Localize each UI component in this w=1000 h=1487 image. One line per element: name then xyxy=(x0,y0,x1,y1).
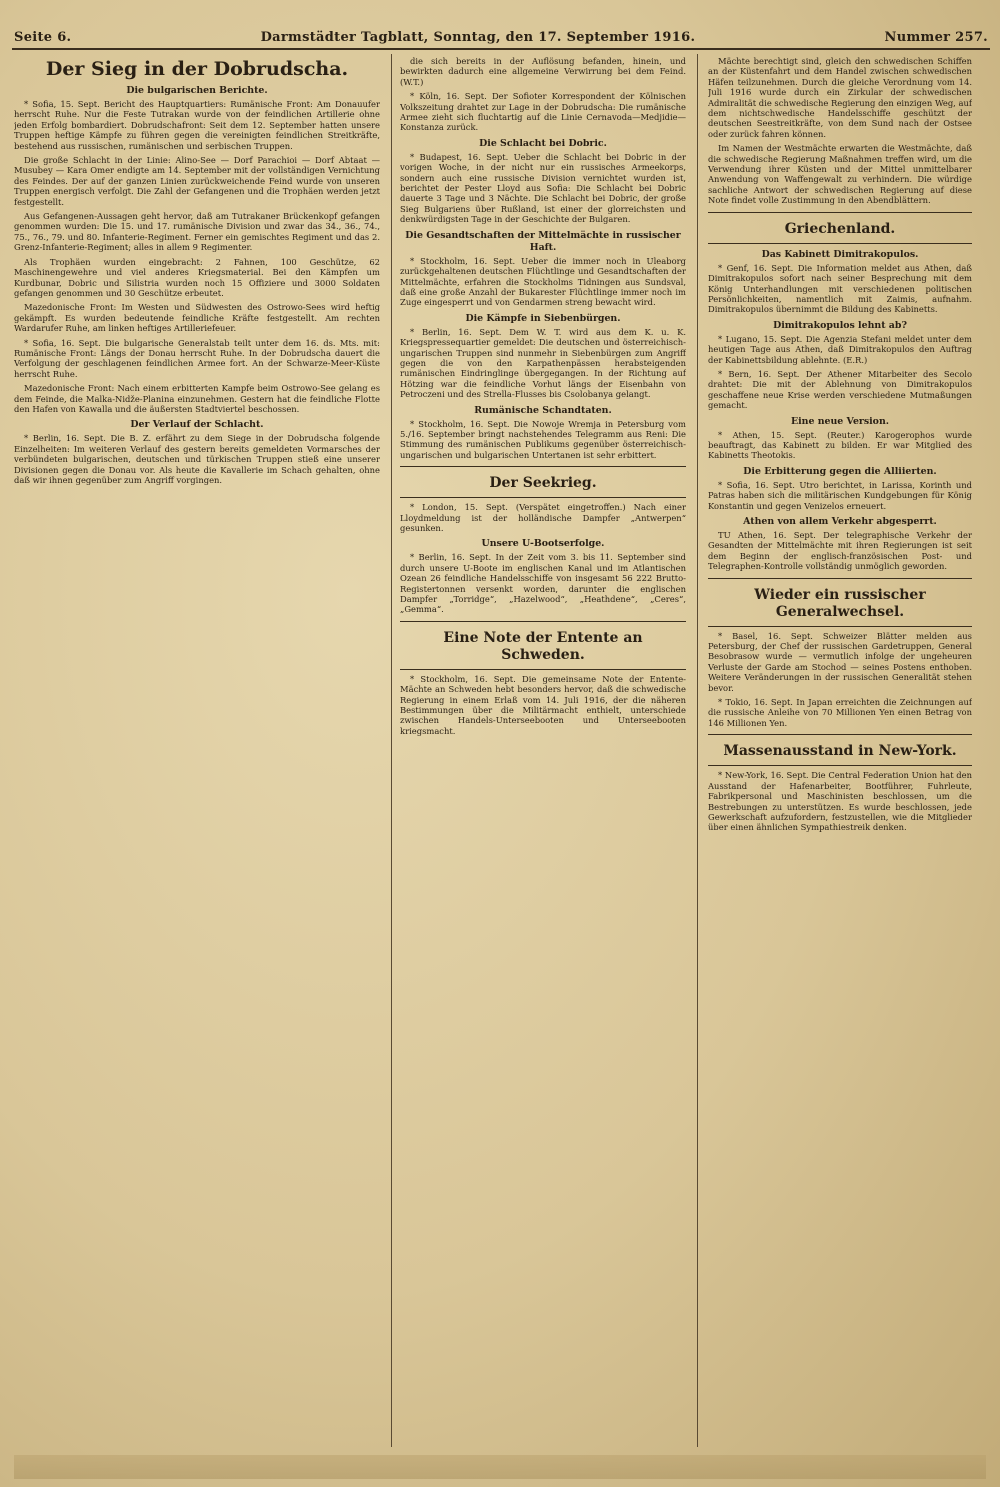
subheading: Die Kämpfe in Siebenbürgen. xyxy=(465,312,621,324)
subheading: Die Gesandtschaften der Mittelmächte in russischer Haft. xyxy=(405,229,681,253)
masthead-rule xyxy=(12,48,990,50)
paragraph: * Bern, 16. Sept. Der Athener Mitarbeiter des Secolo drahtet: Die mit der Ablehnung von Dimitrakopulos geschaffene neue Krise werden verschiedene Mutmaßungen gemacht. xyxy=(708,368,972,411)
subheading: Die Schlacht bei Dobric. xyxy=(479,137,607,149)
paragraph: * Sofia, 16. Sept. Utro berichtet, in Larissa, Korinth und Patras haben sich die militärischen Kundgebungen für König Konstantin und gegen Venizelos erneuert. xyxy=(708,479,972,511)
paragraph: * Berlin, 16. Sept. Die B. Z. erfährt zu dem Siege in der Dobrudscha folgende Einzelheiten: Im weiteren Verlauf des gestern bereits gemeldeten Vormarsches der verbündeten bulgarischen, deutschen und türkischen Truppen stieß eine unserer Divisionen gegen die Donau vor. Als heute die Kavallerie im Schach gehalten, ohne daß wir ihnen gegenüber zum Angriff vorgingen. xyxy=(14,433,380,485)
paragraph: Die große Schlacht in der Linie: Alino-See — Dorf Parachioi — Dorf Abtaat — Musubey — Kara Omer endigte am 14. September mit der vollständigen Vernichtung des Feindes. Der auf der ganzen Linien zurückweichende Feind wurde von unseren Truppen energisch verfolgt. Die Zahl der Gefangenen und die Trophäen werden jetzt festgestellt. xyxy=(14,155,380,207)
section-heading: Eine Note der Entente an Schweden. xyxy=(443,629,643,663)
section-rule xyxy=(708,578,972,627)
column-1 xyxy=(14,56,380,1447)
subheading: Athen von allem Verkehr abgesperrt. xyxy=(743,516,937,527)
paragraph: * Basel, 16. Sept. Schweizer Blätter melden aus Petersburg, der Chef der russischen Gardetruppen, General Besobrasow wurde — vermutlich infolge der ungeheuren Verluste der Garde am Stochod — seines Postens enthoben. Weitere Veränderungen in der russischen Generalität stehen bevor. xyxy=(708,630,972,693)
paragraph: * New-York, 16. Sept. Die Central Federation Union hat den Ausstand der Hafenarbeiter, Bootführer, Fuhrleute, Fabrikpersonal und Maschinisten beschlossen, um die Bestrebungen zu unterstützen. Es wurde beschlossen, jede Gewerkschaft aufzufordern, festzustellen, wie die Mitglieder über einen ähnlichen Sympathiestreik denken. xyxy=(708,770,972,833)
section-heading: Massenausstand in New-York. xyxy=(723,743,957,760)
section-rule xyxy=(400,466,686,498)
column-divider xyxy=(391,54,392,1447)
paragraph: * Stockholm, 16. Sept. Die gemeinsame Note der Entente-Mächte an Schweden hebt besonders hervor, daß die schwedische Regierung in einem Erlaß vom 14. Juli 1916, der die näheren Bestimmungen über die Militärmacht enthielt, unterschiede zwischen Handels-Unterseebooten und Unterseebooten kriegsmacht. xyxy=(400,673,686,736)
paragraph: * Sofia, 15. Sept. Bericht des Hauptquartiers: Rumänische Front: Am Donauufer herrscht Ruhe. Nur die Feste Tutrakan wurde von der feindlichen Artillerie ohne jeden Erfolg bombardiert. Dobrudschafront: Seit dem 12. September hatten unsere Truppen heftige Kämpfe zu führen gegen die vereinigten feindlichen Streitkräfte, bestehend aus russischen, rumänischen und serbischen Truppen. xyxy=(14,99,380,151)
issue-number: Nummer 257. xyxy=(884,29,988,45)
column-divider xyxy=(697,54,698,1447)
paragraph: * Berlin, 16. Sept. Dem W. T. wird aus dem K. u. K. Kriegspressequartier gemeldet: Die deutschen und österreichisch-ungarischen Truppen sind nunmehr in Siebenbürgen zum Angriff gegen die von den Karpathenpässen herabsteigenden rumänischen Eindringlinge übergegangen. In der Richtung auf Hötzing war die feindliche Vorhut längs der Eisenbahn von Petroczeni und des Strella-Flusses bis Csolobanya gelangt. xyxy=(400,326,686,400)
subheading: Unsere U-Bootserfolge. xyxy=(481,538,605,550)
section-rule xyxy=(708,212,972,244)
column-3 xyxy=(708,56,972,1447)
paragraph: * Athen, 15. Sept. (Reuter.) Karogerophos wurde beauftragt, das Kabinett zu bilden. Er war Mitglied des Kabinetts Theotokis. xyxy=(708,429,972,461)
paragraph: * Stockholm, 16. Sept. Die Nowoje Wremja in Petersburg vom 5./16. September bringt nachstehendes Telegramm aus Reni: Die Stimmung des rumänischen Publikums gegenüber österreichisch-ungarischen und bulgarischen Untertanen ist sehr erbittert. xyxy=(400,418,686,460)
page-label: Seite 6. xyxy=(14,29,72,45)
paragraph: * Tokio, 16. Sept. In Japan erreichten die Zeichnungen auf die russische Anleihe von 70 Millionen Yen einen Betrag von 146 Millionen Yen. xyxy=(708,697,972,728)
paragraph: * Lugano, 15. Sept. Die Agenzia Stefani meldet unter dem heutigen Tage aus Athen, daß Dimitrakopulos den Auftrag der Kabinettsbildung ablehnte. (E.R.) xyxy=(708,333,972,365)
paragraph: TU Athen, 16. Sept. Der telegraphische Verkehr der Gesandten der Mittelmächte mit ihren Regierungen ist seit dem Beginn der englisch-französischen Post- und Telegraphen-Kontrolle vollständig unmöglich geworden. xyxy=(708,530,972,572)
headline: Der Sieg in der Dobrudscha. xyxy=(45,58,349,80)
paragraph: * Budapest, 16. Sept. Ueber die Schlacht bei Dobric in der vorigen Woche, in der nicht nur ein russisches Armeekorps, sondern auch eine russische Division vernichtet wurden ist, berichtet der Pester Lloyd aus Sofia: Die Schlacht bei Dobric dauerte 3 Tage und 3 Nächte. Die Schlacht bei Dobric, der große Sieg Bulgariens über Rußland, ist einer der glorreichsten und denkwürdigsten Tage in der Geschichte der Bulgaren. xyxy=(400,151,686,225)
section-heading: Wieder ein russischer Generalwechsel. xyxy=(754,586,926,620)
page-bottom-edge xyxy=(14,1455,986,1479)
paragraph: * Sofia, 16. Sept. Die bulgarische Generalstab teilt unter dem 16. ds. Mts. mit: Rumänische Front: Längs der Donau herrscht Ruhe. In der Dobrudscha dauert die Verfolgung der geschlagenen feindlichen Armee fort. An der Schwarze-Meer-Küste herrscht Ruhe. xyxy=(14,337,380,379)
paragraph: Aus Gefangenen-Aussagen geht hervor, daß am Tutrakaner Brückenkopf gefangen genommen wurden: Die 15. und 17. rumänische Division und zwar das 34., 36., 74., 75., 76., 79. und 80. Infanterie-Regiment. Ferner ein gemischtes Regiment und das 2. Grenz-Infanterie-Regiment; alles in allem 9 Regimenter. xyxy=(14,211,380,253)
subheading: Eine neue Version. xyxy=(790,415,890,427)
column-2 xyxy=(400,56,686,1447)
masthead xyxy=(14,28,988,46)
paragraph: die sich bereits in der Auflösung befanden, hinein, und bewirkten dadurch eine allgemeine Verwirrung bei dem Feind. (W.T.) xyxy=(400,56,686,87)
section-rule xyxy=(400,621,686,670)
subheading: Die Erbitterung gegen die Alliierten. xyxy=(743,465,937,477)
paragraph: * Berlin, 16. Sept. In der Zeit vom 3. bis 11. September sind durch unsere U-Boote im englischen Kanal und im Atlantischen Ozean 26 feindliche Handelsschiffe von insgesamt 56 222 Brutto-Registertonnen versenkt worden, darunter die englischen Dampfer „Torridge“, „Hazelwood“, „Heathdene“, „Ceres“, „Gemma“. xyxy=(400,552,686,615)
paragraph: * Köln, 16. Sept. Der Sofioter Korrespondent der Kölnischen Volkszeitung drahtet zur Lage in der Dobrudscha: Die rumänische Armee zieht sich fluchtartig auf die Linie Cernavoda—Medjidie—Konstanza zurück. xyxy=(400,91,686,133)
paragraph: Mazedonische Front: Im Westen und Südwesten des Ostrowo-Sees wird heftig gekämpft. Es wurden bedeutende feindliche Kräfte festgestellt. Am rechten Wardarufer Ruhe, am linken heftiges Artilleriefeuer. xyxy=(14,302,380,334)
paper-title: Darmstädter Tagblatt, Sonntag, den 17. September 1916. xyxy=(260,29,696,45)
subheading: Rumänische Schandtaten. xyxy=(474,404,612,416)
subheading: Die bulgarischen Berichte. xyxy=(126,85,268,96)
section-heading: Der Seekrieg. xyxy=(489,475,597,492)
paragraph: * Genf, 16. Sept. Die Information meldet aus Athen, daß Dimitrakopulos sofort nach seiner Besprechung mit dem König Unterhandlungen mit verschiedenen politischen Persönlichkeiten, namentlich mit Zaimis, aufnahm. Dimitrakopulos übernimmt die Bildung des Kabinetts. xyxy=(708,262,972,315)
paragraph: * London, 15. Sept. (Verspätet eingetroffen.) Nach einer Lloydmeldung ist der holländische Dampfer „Antwerpen“ gesunken. xyxy=(400,502,686,533)
paragraph: * Stockholm, 16. Sept. Ueber die immer noch in Uleaborg zurückgehaltenen deutschen Flüchtlinge und Gesandtschaften der Mittelmächte, erfahren die Stockholms Tidningen aus Sundsval, daß eine große Anzahl der Bukarester Flüchtlinge immer noch im Zuge eingesperrt und von Gendarmen streng bewacht wird. xyxy=(400,255,686,308)
paragraph: Mazedonische Front: Nach einem erbitterten Kampfe beim Ostrowo-See gelang es dem Feinde, die Malka-Nidže-Planina einzunehmen. Gestern hat die feindliche Flotte den Hafen von Kawalla und die äußersten Stadtviertel beschossen. xyxy=(14,383,380,414)
paragraph: Im Namen der Westmächte erwarten die Westmächte, daß die schwedische Regierung Maßnahmen treffen wird, um die Verwendung ihrer Küsten und der Mittel unmittelbarer Anwendung von Waffengewalt zu verhindern. Die würdige sachliche Antwort der schwedischen Regierung auf diese Note findet volle Zustimmung in den Abendblättern. xyxy=(708,143,972,206)
subheading: Dimitrakopulos lehnt ab? xyxy=(773,319,907,331)
paragraph: Als Trophäen wurden eingebracht: 2 Fahnen, 100 Geschütze, 62 Maschinengewehre und viel anderes Kriegsmaterial. Bei den Kämpfen um Kurdbunar, Dobric und Silistria wurden noch 15 Offiziere und 3000 Soldaten gefangen genommen und 30 Geschütze erbeutet. xyxy=(14,256,380,298)
subheading: Der Verlauf der Schlacht. xyxy=(130,419,264,431)
section-rule xyxy=(708,734,972,766)
section-heading: Griechenland. xyxy=(784,220,896,237)
paragraph: Mächte berechtigt sind, gleich den schwedischen Schiffen an der Küstenfahrt und dem Handel zwischen schwedischen Häfen teilzunehmen. Durch die gleiche Verordnung vom 14. Juli 1916 wurde durch ein Zirkular der schwedischen Admiralität die schwedische Regierung den einzigen Weg, auf dem nichtschwedische Handelsschiffe geschützt der deutschen Seestreitkräfte, von dem Sund nach der Ostsee oder zurück fahren können. xyxy=(708,56,972,139)
subheading: Das Kabinett Dimitrakopulos. xyxy=(761,248,919,260)
